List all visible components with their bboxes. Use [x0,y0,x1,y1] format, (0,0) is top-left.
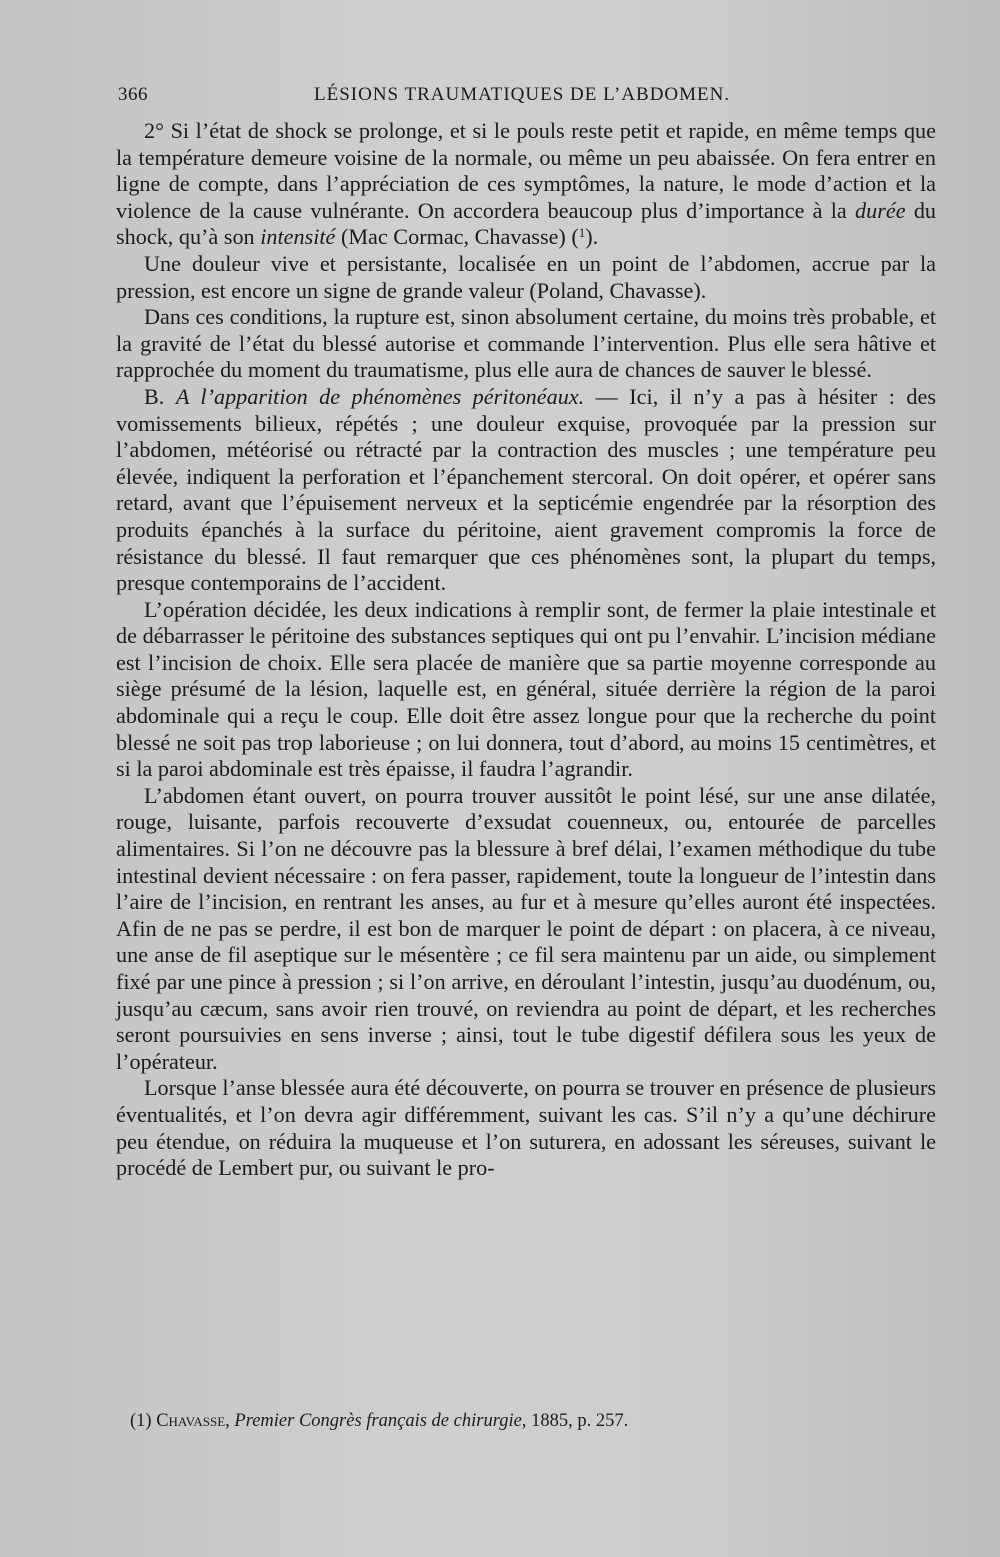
body-text [116,118,936,1182]
paragraph: Dans ces conditions, la rupture est, sinon absolument certaine, du moins très probable, et la gravité de l’état du blessé autorise et commande l’intervention. Plus elle sera hâtive et rapprochée du moment du traumatisme, plus elle aura de chances de sauver le blessé. [116,304,936,383]
footnote-marker: (1) [130,1411,152,1431]
paragraph: Lorsque l’anse blessée aura été découverte, on pourra se trouver en présence de plusieurs éventualités, et l’on devra agir différemment, suivant les cas. S’il n’y a qu’une déchirure peu étendue, on réduira la muqueuse et l’on suturera, en adossant les séreuses, suivant le procédé de Lembert pur, ou suivant le pro- [116,1075,936,1181]
italic-span: intensité [260,224,336,250]
footnote-ref: 1 [578,225,586,241]
text-span: 2° Si l’état de shock se prolonge, et si le pouls reste petit et rapide, en même temps que la température demeure voisine de la normale, ou même un peu abaissée. On fera entrer en ligne de compte, dans l’appréciation de ces symptômes, la nature, le mode d’action et la violence de la cause vulnérante. On accordera beaucoup plus d’importance à la [116,118,936,223]
text-span: (Mac Cormac, Chavasse) ( [335,224,579,250]
italic-span: durée [855,197,906,223]
text-span: du shock, qu’à son [116,197,936,250]
footnote-title: Premier Congrès français de chirurgie, [234,1411,527,1431]
section-heading-italic: A l’apparition de phénomènes péritonéaux. [175,383,585,409]
footnote-author: Chavasse, [156,1411,230,1431]
paragraph: L’opération décidée, les deux indications à remplir sont, de fermer la plaie intestinale et de débarrasser le péritoine des substances septiques qui ont pu l’envahir. L’incision médiane est l’incision de choix. Elle sera placée de manière que sa partie moyenne corresponde au siège présumé de la lésion, laquelle est, en général, située derrière la région de la paroi abdominale qui a reçu le coup. Elle doit être assez longue pour que la recherche du point blessé ne soit pas trop laborieuse ; on lui donnera, tout d’abord, au moins 15 centimètres, et si la paroi abdominale est très épaisse, il faudra l’agrandir. [116,596,936,782]
footnote-rest: 1885, p. 257. [526,1411,629,1431]
paragraph [116,118,936,251]
paragraph: L’abdomen étant ouvert, on pourra trouver aussitôt le point lésé, sur une anse dilatée, rouge, luisante, parfois recouverte d’exsudat couenneux, ou, entourée de parcelles alimentaires. Si l’on ne découvre pas la blessure à bref délai, l’examen méthodique du tube intestinal devient nécessaire : on fera passer, rapidement, toute la longueur de l’intestin dans l’aire de l’incision, en rentrant les anses, au fur et à mesure qu’elles auront été inspectées. Afin de ne pas se perdre, il est bon de marquer le point de départ : on placera, à ce niveau, une anse de fil aseptique sur le mésentère ; ce fil sera maintenu par un aide, ou simplement fixé par une pince à pression ; si l’on arrive, en déroulant l’intestin, jusqu’au duodénum, ou, jusqu’au cæcum, sans avoir rien trouvé, on reviendra au point de départ, et les recherches seront poursuivies en sens inverse ; ainsi, tout le tube digestif défilera sous les yeux de l’opérateur. [116,782,936,1074]
text-span: — Ici, il n’y a pas à hésiter : des vomissements bilieux, répétés ; une douleur exquise, provoquée par la pression sur l’abdomen, météorisé ou rétracté par la contraction des muscles ; une température peu élevée, indiquent la perforation et l’épanchement stercoral. On doit opérer, et opérer sans retard, avant que l’épuisement nerveux et la septicémie engendrée par la résorption des produits épanchés à la surface du péritoine, aient gravement compromis la force de résistance du blessé. Il faut remarquer que ces phénomènes sont, la plupart du temps, presque contemporains de l’accident. [116,383,936,596]
text-span: B. [144,383,176,409]
paragraph: Une douleur vive et persistante, localisée en un point de l’abdomen, accrue par la pression, est encore un signe de grande valeur (Poland, Chavasse). [116,250,936,303]
page-number: 366 [118,84,148,105]
running-title: LÉSIONS TRAUMATIQUES DE L’ABDOMEN. [314,84,731,105]
footnote [130,1410,910,1432]
paragraph [116,384,936,597]
text-span: ). [585,224,599,250]
